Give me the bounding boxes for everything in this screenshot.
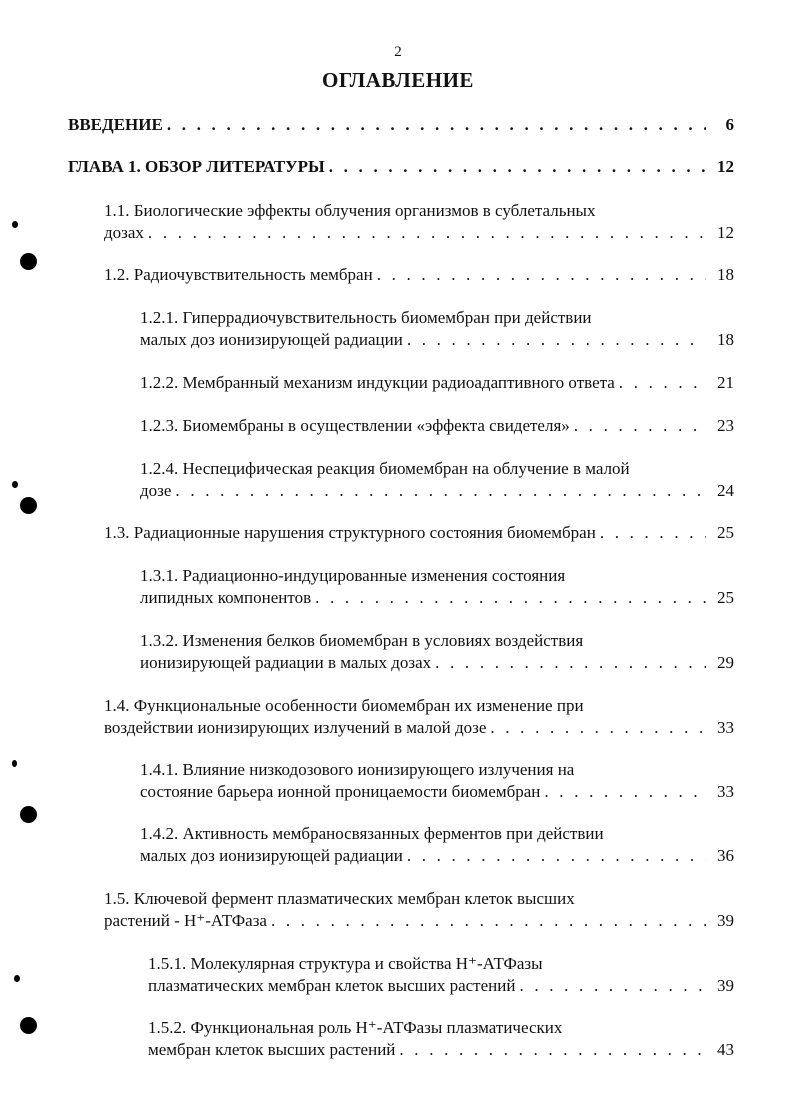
toc-page-number: 23 [717, 416, 734, 435]
toc-entry[interactable] [140, 458, 734, 502]
toc-entry[interactable] [140, 415, 734, 437]
toc-entry[interactable] [148, 953, 734, 997]
toc-page-number: 18 [717, 330, 734, 349]
toc-entry-title: липидных компонентов [140, 588, 312, 607]
toc-entry-title-line1: 1.4.2. Активность мембраносвязанных ферментов при действии [140, 824, 604, 843]
toc-entry-title: дозах [104, 223, 144, 242]
toc-page-number: 25 [717, 523, 734, 542]
toc-leader-dots [377, 264, 706, 286]
toc-page-number: 18 [717, 265, 734, 284]
toc-entry-title-line1: 1.5.2. Функциональная роль Н⁺-АТФазы плазматических [148, 1018, 563, 1037]
toc-page-number: 12 [717, 157, 734, 176]
binder-hole [20, 806, 37, 823]
toc-leader-dots [329, 156, 706, 178]
toc-leader-dots [167, 114, 706, 136]
scan-speck [12, 481, 18, 488]
toc-entry[interactable] [148, 1017, 734, 1061]
toc-entry-title: 1.2. Радиочувствительность мембран [104, 265, 373, 284]
toc-leader-dots [435, 652, 706, 674]
scan-speck [14, 975, 20, 982]
toc-page-number: 39 [717, 976, 734, 995]
toc-entry-title: 1.2.2. Мембранный механизм индукции радиоадаптивного ответа [140, 373, 615, 392]
toc-leader-dots [544, 781, 706, 803]
toc-leader-dots [148, 222, 706, 244]
toc-entry-title-line1: 1.4.1. Влияние низкодозового ионизирующего излучения на [140, 760, 575, 779]
toc-entry[interactable] [140, 759, 734, 803]
toc-page-number: 21 [717, 373, 734, 392]
toc-entry-title: дозе [140, 481, 172, 500]
toc-page-number: 36 [717, 846, 734, 865]
toc-entry-title: ВВЕДЕНИЕ [68, 115, 163, 134]
toc-entry-title: состояние барьера ионной проницаемости биомембран [140, 782, 541, 801]
binder-hole [20, 497, 37, 514]
toc-leader-dots [271, 910, 706, 932]
toc-entry-title-line1: 1.2.1. Гиперрадиочувствительность биомембран при действии [140, 308, 592, 327]
page-number: 2 [394, 44, 402, 60]
toc-entry-title-line1: 1.2.4. Неспецифическая реакция биомембран на облучение в малой [140, 459, 630, 478]
toc-leader-dots [619, 372, 706, 394]
toc-leader-dots [315, 587, 706, 609]
toc-page-number: 33 [717, 718, 734, 737]
toc-entry[interactable] [140, 565, 734, 609]
toc-entry-title: 1.2.3. Биомембраны в осуществлении «эффекта свидетеля» [140, 416, 570, 435]
toc-entry[interactable] [104, 200, 734, 244]
toc-entry-title: воздействии ионизирующих излучений в малой дозе [104, 718, 487, 737]
toc-entry[interactable] [104, 888, 734, 932]
scan-speck [12, 221, 18, 228]
toc-entry-title-line1: 1.3.1. Радиационно-индуцированные изменения состояния [140, 566, 566, 585]
toc-leader-dots [399, 1039, 706, 1061]
toc-leader-dots [490, 717, 706, 739]
toc-entry-title: ГЛАВА 1. ОБЗОР ЛИТЕРАТУРЫ [68, 157, 325, 176]
toc-entry[interactable] [140, 307, 734, 351]
toc-page-number: 25 [717, 588, 734, 607]
toc-entry[interactable] [104, 522, 734, 544]
toc-entry-title: мембран клеток высших растений [148, 1040, 396, 1059]
toc-leader-dots [407, 329, 706, 351]
binder-hole [20, 253, 37, 270]
toc-entry-title: 1.3. Радиационные нарушения структурного состояния биомембран [104, 523, 596, 542]
toc-entry[interactable] [140, 630, 734, 674]
toc-entry-title: малых доз ионизирующей радиации [140, 330, 403, 349]
toc-page-number: 33 [717, 782, 734, 801]
toc-entry-title: ионизирующей радиации в малых дозах [140, 653, 432, 672]
toc-entry[interactable] [104, 264, 734, 286]
toc-entry[interactable] [104, 695, 734, 739]
toc-page-number: 6 [725, 115, 734, 134]
page-title: ОГЛАВЛЕНИЕ [322, 68, 474, 92]
toc-entry[interactable] [140, 372, 734, 394]
toc-entry-title: растений - Н⁺-АТФаза [104, 911, 267, 930]
toc-entry[interactable] [68, 114, 734, 136]
toc-leader-dots [519, 975, 706, 997]
toc-page-number: 39 [717, 911, 734, 930]
toc-entry-title-line1: 1.5.1. Молекулярная структура и свойства Н⁺-АТФазы [148, 954, 543, 973]
toc-leader-dots [600, 522, 706, 544]
toc-entry-title: плазматических мембран клеток высших растений [148, 976, 516, 995]
binder-hole [20, 1017, 37, 1034]
toc-page-number: 43 [717, 1040, 734, 1059]
toc-entry[interactable] [140, 823, 734, 867]
toc-page-number: 29 [717, 653, 734, 672]
toc-entry-title-line1: 1.5. Ключевой фермент плазматических мембран клеток высших [104, 889, 575, 908]
toc-leader-dots [574, 415, 706, 437]
scan-speck [12, 760, 17, 767]
toc-page-number: 24 [717, 481, 734, 500]
toc-leader-dots [407, 845, 706, 867]
toc-entry[interactable] [68, 156, 734, 178]
toc-entry-title-line1: 1.3.2. Изменения белков биомембран в условиях воздействия [140, 631, 584, 650]
toc-entry-title-line1: 1.4. Функциональные особенности биомембран их изменение при [104, 696, 584, 715]
toc-entry-title-line1: 1.1. Биологические эффекты облучения организмов в сублетальных [104, 201, 596, 220]
toc-entry-title: малых доз ионизирующей радиации [140, 846, 403, 865]
toc-page-number: 12 [717, 223, 734, 242]
toc-leader-dots [175, 480, 706, 502]
